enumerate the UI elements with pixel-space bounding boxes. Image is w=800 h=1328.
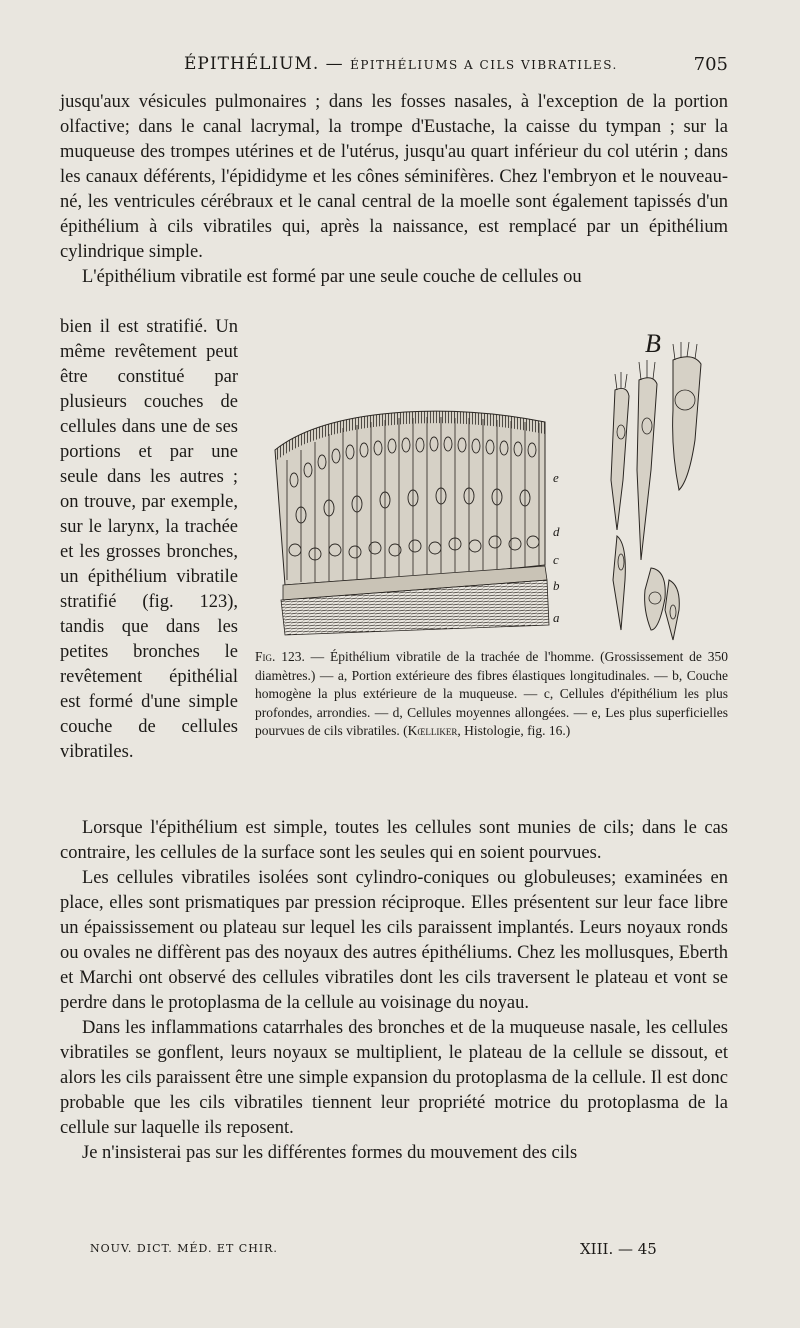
paragraph-1-text: jusqu'aux vésicules pulmonaires ; dans les fosses nasales, à l'exception de la portion olfactive; dans le canal lacrymal, la trompe d'Eustache, la caisse du tympan ; sur la muqueuse des trompes utérines et de l'utérus, jusqu'au quart inférieur du col utérin ; dans les canaux déférents, l'épididyme et les cônes séminifères. Chez l'embryon et le nouveau-né, les ventricules cérébraux et le canal central de la moelle sont également tapissés d'un épithélium à cils vibratiles qui, après la naissance, est remplacé par un épithélium cylindrique simple. bbox=[60, 92, 728, 262]
epithelium-illustration bbox=[255, 330, 728, 645]
header-subtitle: ÉPITHÉLIUMS A CILS VIBRATILES. bbox=[350, 58, 618, 72]
paragraph-4: Les cellules vibratiles isolées sont cylindro-coniques ou globuleuses; examinées en place, elles sont prismatiques par pression réciproque. Elles présentent sur leur face libre un épaississement ou plateau sur lequel les cils paraissent implantés. Leurs noyaux ronds ou ovales ne diffèrent pas des noyaux des autres épithéliums. Chez les mollusques, Eberth et Marchi ont observé des cellules vibratiles dont les cils traversent le plateau et vont se perdre dans le protoplasma de la cellule au voisinage du noyau. bbox=[60, 868, 728, 1013]
figure-label-a: a bbox=[553, 610, 560, 625]
page-number: 705 bbox=[693, 54, 728, 75]
footer-publication: NOUV. DICT. MÉD. ET CHIR. bbox=[90, 1242, 278, 1255]
isolated-cells-B bbox=[611, 330, 701, 640]
paragraph-6: Je n'insisterai pas sur les différentes formes du mouvement des cils bbox=[82, 1143, 578, 1163]
figure-label-b: b bbox=[553, 578, 560, 593]
page-footer bbox=[90, 1240, 690, 1262]
figure-caption bbox=[255, 648, 728, 741]
caption-source: , Histologie, fig. 16.) bbox=[457, 723, 571, 738]
header-title-block bbox=[184, 54, 618, 74]
caption-text: — Épithélium vibratile de la trachée de l'homme. (Grossissement de 350 diamètres.) — a, Portion extérieure des fibres élastiques longitudinales. — b, Couche homogène la plus extérieure de la muqueuse. — c, Cellules d'épithélium les plus profondes, arrondies. — d, Cellules moyennes allongées. — e, Les plus superficielles pourvues de cils vibratiles. ( bbox=[255, 649, 728, 738]
figure-label-B: B bbox=[645, 330, 661, 358]
paragraph-2-first-line: L'épithélium vibratile est formé par une seule couche de cellules ou bbox=[82, 267, 582, 287]
paragraphs-lower bbox=[60, 816, 728, 1166]
figure-label-e: e bbox=[553, 470, 559, 485]
figure-label-c: c bbox=[553, 552, 559, 567]
running-header bbox=[60, 54, 728, 80]
header-title: ÉPITHÉLIUM. bbox=[184, 54, 320, 74]
paragraph-1 bbox=[60, 90, 728, 290]
figure-label-d: d bbox=[553, 524, 560, 539]
paragraph-3: Lorsque l'épithélium est simple, toutes les cellules sont munies de cils; dans le cas contraire, les cellules de la surface sont les seules qui en soient pourvues. bbox=[60, 818, 728, 863]
caption-author: Kœlliker bbox=[407, 723, 458, 738]
tissue-section bbox=[275, 411, 549, 635]
paragraph-5: Dans les inflammations catarrhales des bronches et de la muqueuse nasale, les cellules vibratiles se gonflent, leurs noyaux se multiplient, le plateau de la cellule se dissout, et alors les cils paraissent être une simple expansion du protoplasma de la cellule. Il est donc probable que les cils vibratiles tiennent leur propriété motrice du protoplasma de la cellule sur laquelle ils reposent. bbox=[60, 1018, 728, 1138]
header-dash: — bbox=[319, 54, 351, 74]
figure-123 bbox=[255, 330, 728, 645]
side-column bbox=[60, 315, 238, 765]
footer-signature: XIII. — 45 bbox=[580, 1240, 657, 1258]
caption-fig-label: Fig. 123. bbox=[255, 649, 305, 664]
paragraph-2-side-text: bien il est stratifié. Un même revêtement peut être constitué par plusieurs couches de cellules dans une de ses portions et par une seule dans les autres ; on trouve, par exemple, sur le larynx, la trachée et les grosses bronches, un épithélium vibratile stratifié (fig. 123), tandis que dans les petites bronches le revêtement épithélial est formé d'une simple couche de cellules vibratiles. bbox=[60, 317, 238, 762]
